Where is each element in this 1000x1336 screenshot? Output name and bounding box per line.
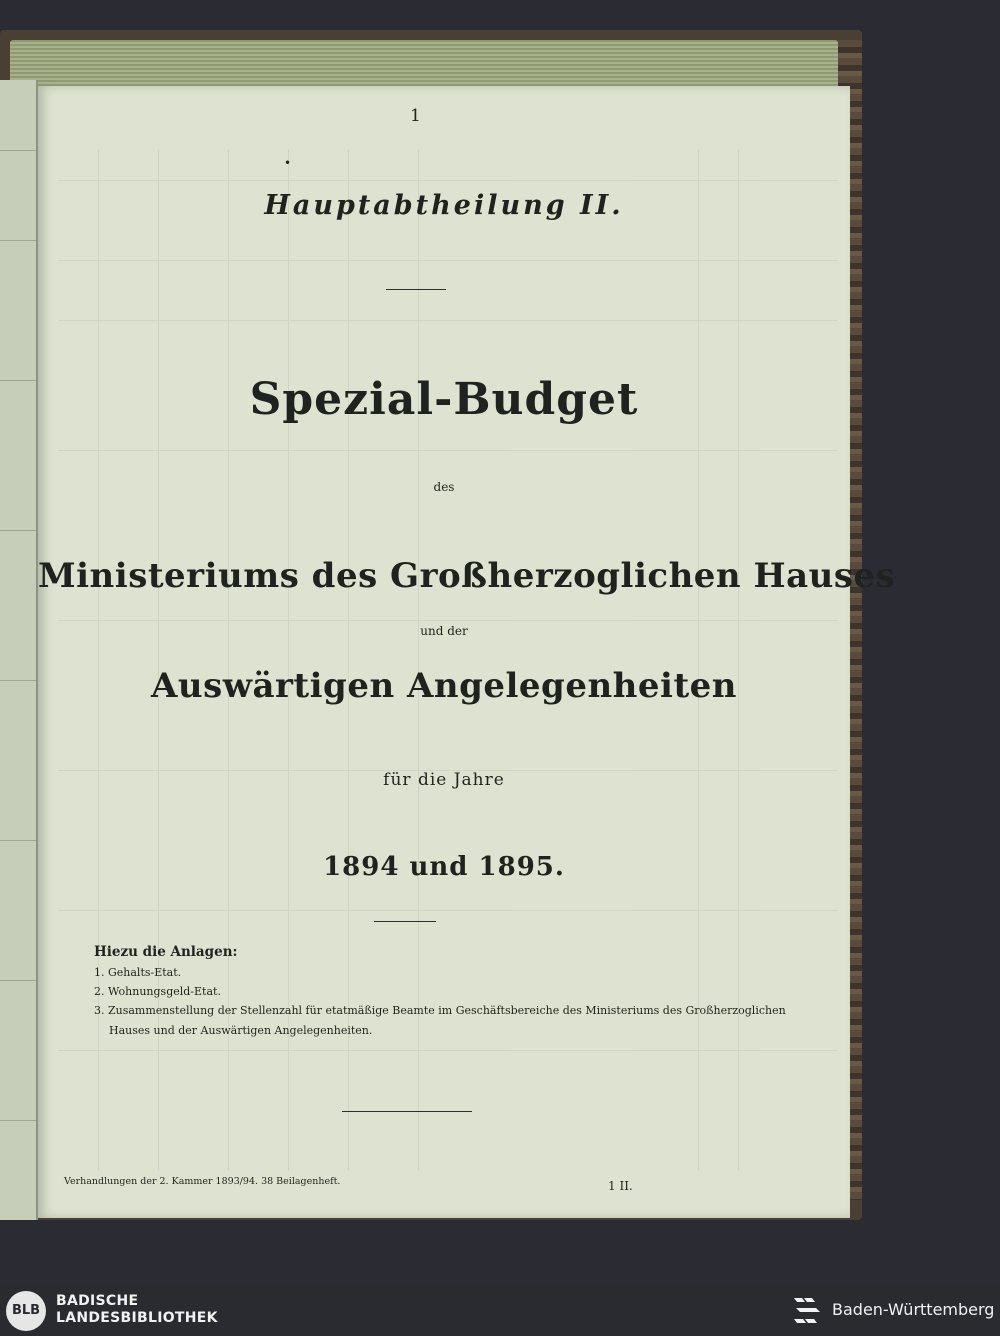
divider-rule — [374, 921, 436, 922]
anlage-item: 3. Zusammenstellung der Stellenzahl für etatmäßige Beamte im Geschäftsbereiche des Ministeriums des Großherzoglichen — [94, 1004, 786, 1017]
library-name-line2: LANDESBIBLIOTHEK — [56, 1310, 218, 1326]
bleed-through-grid — [58, 150, 838, 1170]
ministry-line: Ministeriums des Großherzoglichen Hauses — [38, 556, 896, 596]
anlage-item: 2. Wohnungsgeld-Etat. — [94, 985, 221, 998]
footer-source: Verhandlungen der 2. Kammer 1893/94. 38 Beilagenheft. — [64, 1176, 341, 1187]
und-der-text: und der — [420, 624, 468, 638]
document-page — [38, 86, 896, 1218]
coat-of-arms-icon — [790, 1292, 824, 1330]
budget-title: Spezial-Budget — [249, 374, 639, 425]
library-name-line1: BADISCHE — [56, 1293, 139, 1309]
footer-sheet-number: 1 II. — [608, 1179, 633, 1193]
previous-page-edge — [0, 80, 38, 1220]
page-edges — [10, 40, 838, 86]
main-division-heading: Hauptabtheilung II. — [264, 190, 624, 221]
fuer-die-jahre-text: für die Jahre — [383, 770, 505, 790]
anlage-item: 1. Gehalts-Etat. — [94, 966, 182, 979]
ink-dot: • — [284, 156, 292, 170]
budget-years: 1894 und 1895. — [323, 852, 565, 882]
anlagen-heading: Hiezu die Anlagen: — [94, 944, 238, 960]
divider-rule — [342, 1111, 472, 1112]
des-text: des — [433, 480, 455, 494]
foreign-affairs-line: Auswärtigen Angelegenheiten — [150, 666, 738, 706]
page-number: 1 — [410, 106, 421, 126]
blb-logo[interactable]: BLB — [6, 1291, 46, 1331]
divider-rule — [386, 289, 446, 290]
footer-banner — [0, 1286, 1000, 1336]
library-name[interactable] — [56, 1293, 218, 1327]
state-name[interactable]: Baden-Württemberg — [832, 1300, 995, 1319]
anlage-item-continuation: Hauses und der Auswärtigen Angelegenheiten. — [109, 1024, 373, 1037]
